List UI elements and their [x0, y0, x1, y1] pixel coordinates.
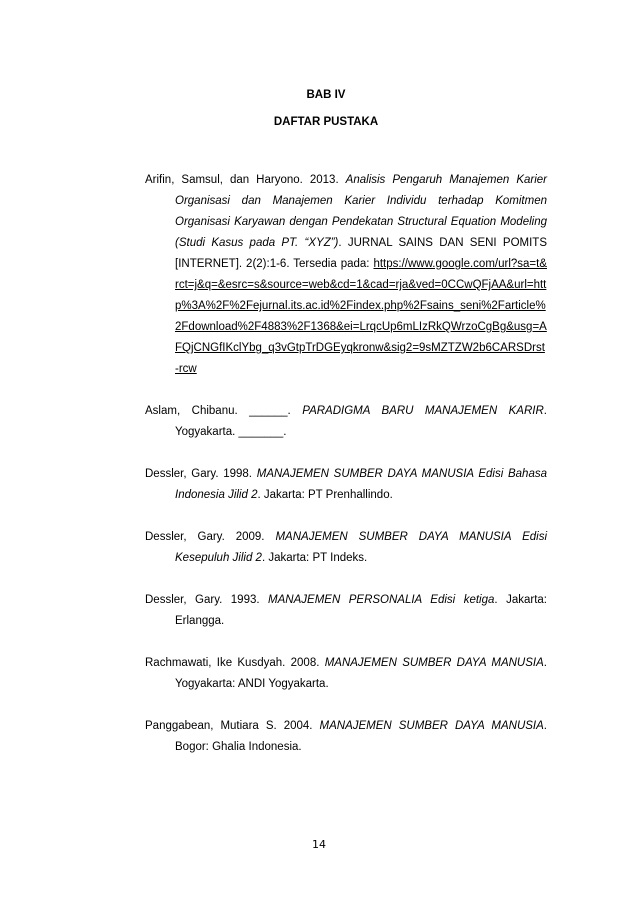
reference-title: MANAJEMEN SUMBER DAYA MANUSIA Edisi Kesepuluh Jilid 2 [175, 531, 548, 564]
reference-item [145, 170, 547, 380]
reference-item [145, 401, 547, 443]
reference-author: Dessler, Gary. 2009. [145, 531, 276, 543]
reference-title: MANAJEMEN PERSONALIA Edisi ketiga [268, 594, 495, 606]
page-number: 14 [312, 838, 326, 851]
reference-author: Dessler, Gary. 1993. [145, 594, 269, 606]
reference-author: Rachmawati, Ike Kusdyah. 2008. [145, 657, 325, 669]
reference-title: MANAJEMEN SUMBER DAYA MANUSIA [324, 657, 544, 669]
reference-title: MANAJEMEN SUMBER DAYA MANUSIA Edisi Bahasa Indonesia Jilid 2 [175, 468, 547, 501]
reference-details: . Jakarta: PT Prenhallindo. [257, 489, 393, 501]
chapter-heading: BAB IV [306, 89, 346, 101]
reference-details: . Yogyakarta. _______. [175, 405, 547, 438]
reference-details: . Jakarta: Erlangga. [175, 594, 547, 627]
reference-details: . Yogyakarta: ANDI Yogyakarta. [175, 657, 547, 690]
reference-details: . Jakarta: PT Indeks. [261, 552, 368, 564]
page-title: DAFTAR PUSTAKA [273, 116, 379, 128]
reference-item [145, 653, 547, 695]
reference-item [145, 464, 547, 506]
reference-url-link[interactable]: https://www.google.com/url?sa=t&rct=j&q=&esrc=s&source=web&cd=1&cad=rja&ved=0CCwQFjAA&url=http%3A%2F%2Fejurnal.its.ac.id%2Findex.php%2Fsains_seni%2Farticle%2Fdownload%2F4883%2F1368&ei=LrqcUp6mLIzRkQWrzoCgBg&usg=AFQjCNGfIKclYbg_q3vGtpTrDGEyqkronw&sig2=9sMZTZW2b6CARSDrst-rcw [175, 258, 547, 375]
reference-author: Dessler, Gary. 1998. [145, 468, 257, 480]
reference-title: MANAJEMEN SUMBER DAYA MANUSIA [319, 720, 544, 732]
reference-author: Panggabean, Mutiara S. 2004. [145, 720, 320, 732]
reference-author: Aslam, Chibanu. ______. [145, 405, 303, 417]
reference-item [145, 590, 547, 632]
reference-title: PARADIGMA BARU MANAJEMEN KARIR [302, 405, 544, 417]
reference-details: . Bogor: Ghalia Indonesia. [175, 720, 547, 753]
reference-details: . JURNAL SAINS DAN SENI POMITS [INTERNET]. 2(2):1-6. Tersedia pada: [175, 237, 547, 270]
reference-title: Analisis Pengaruh Manajemen Karier Organisasi dan Manajemen Karier Individu terhadap Komitmen Organisasi Karyawan dengan Pendekatan Structural Equation Modeling (Studi Kasus pada PT. “XYZ”) [175, 174, 547, 249]
reference-item [145, 716, 547, 758]
reference-item [145, 527, 547, 569]
reference-author: Arifin, Samsul, dan Haryono. 2013. [145, 174, 346, 186]
reference-list [145, 170, 547, 779]
